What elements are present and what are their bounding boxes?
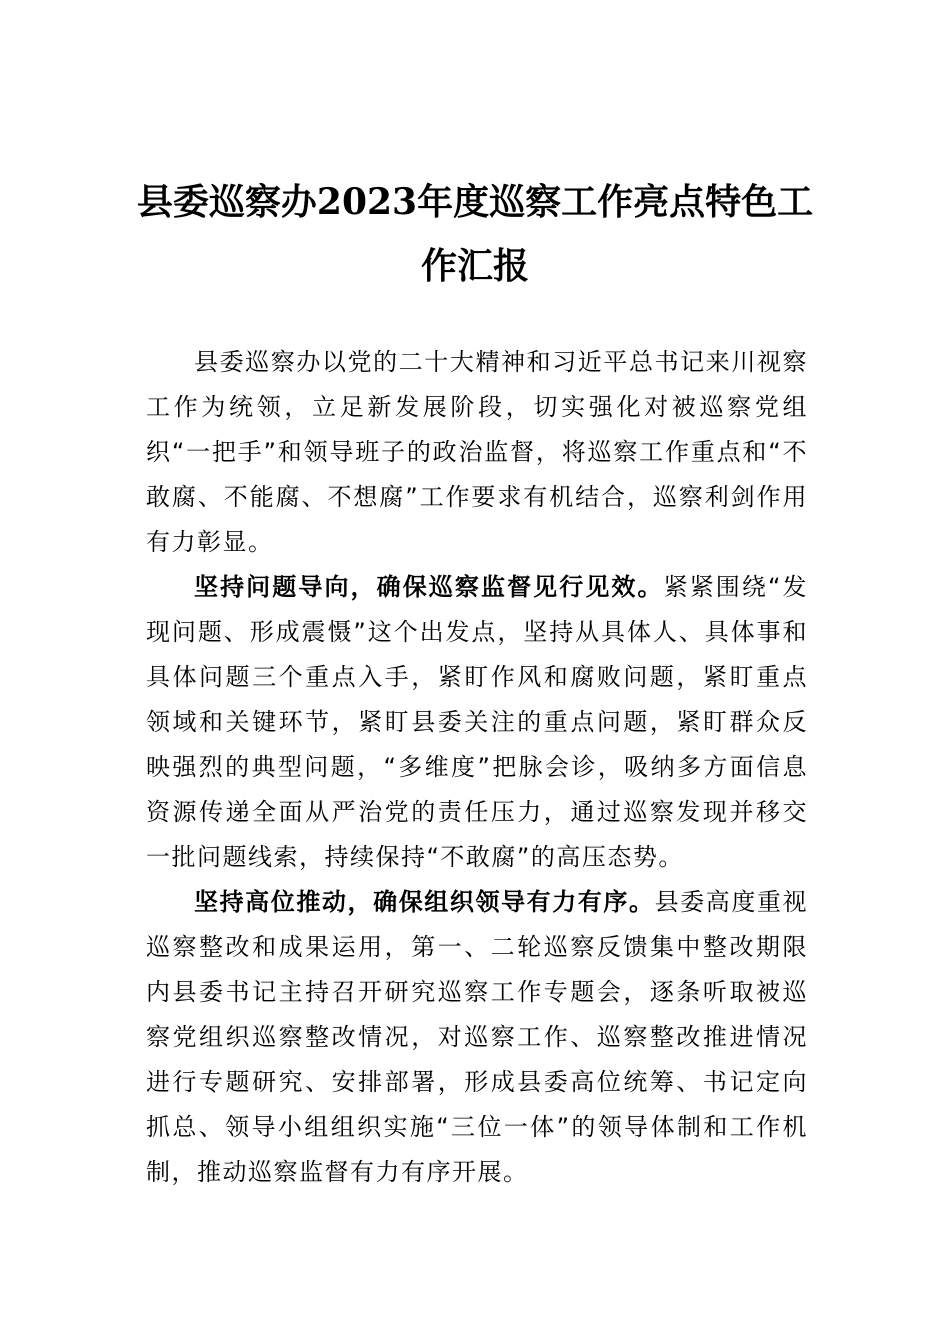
section-text-1: 紧紧围绕“发现问题、形成震慑”这个出发点，坚持从具体人、具体事和具体问题三个重点入手，紧盯作风和腐败问题，紧盯重点领域和关键环节，紧盯县委关注的重点问题，紧盯群众反映强烈的典型问题，“多维度”把脉会诊，吸纳多方面信息资源传递全面从严治党的责任压力，通过巡察发现并移交一批问题线索，持续保持“不敢腐”的高压态势。 xyxy=(146,573,809,871)
intro-paragraph: 县委巡察办以党的二十大精神和习近平总书记来川视察工作为统领，立足新发展阶段，切实强化对被巡察党组织“一把手”和领导班子的政治监督，将巡察工作重点和“不敢腐、不能腐、不想腐”工作要求有机结合，巡察利剑作用有力彰显。 xyxy=(146,348,808,556)
document-title: 县委巡察办2023年度巡察工作亮点特色工作汇报 xyxy=(136,181,814,287)
section-heading-1: 坚持问题导向，确保巡察监督见行见效。 xyxy=(194,573,664,601)
section-text-2: 县委高度重视巡察整改和成果运用，第一、二轮巡察反馈集中整改期限内县委书记主持召开研究巡察工作专题会，逐条听取被巡察党组织巡察整改情况，对巡察工作、巡察整改推进情况进行专题研究、安排部署，形成县委高位统筹、书记定向抓总、领导小组组织实施“三位一体”的领导体制和工作机制，推动巡察监督有力有序开展。 xyxy=(146,888,809,1186)
section-paragraph-1 xyxy=(146,565,808,880)
section-paragraph-2 xyxy=(146,880,808,1195)
section-heading-2: 坚持高位推动，确保组织领导有力有序。 xyxy=(194,888,655,916)
document-body xyxy=(146,340,808,1195)
